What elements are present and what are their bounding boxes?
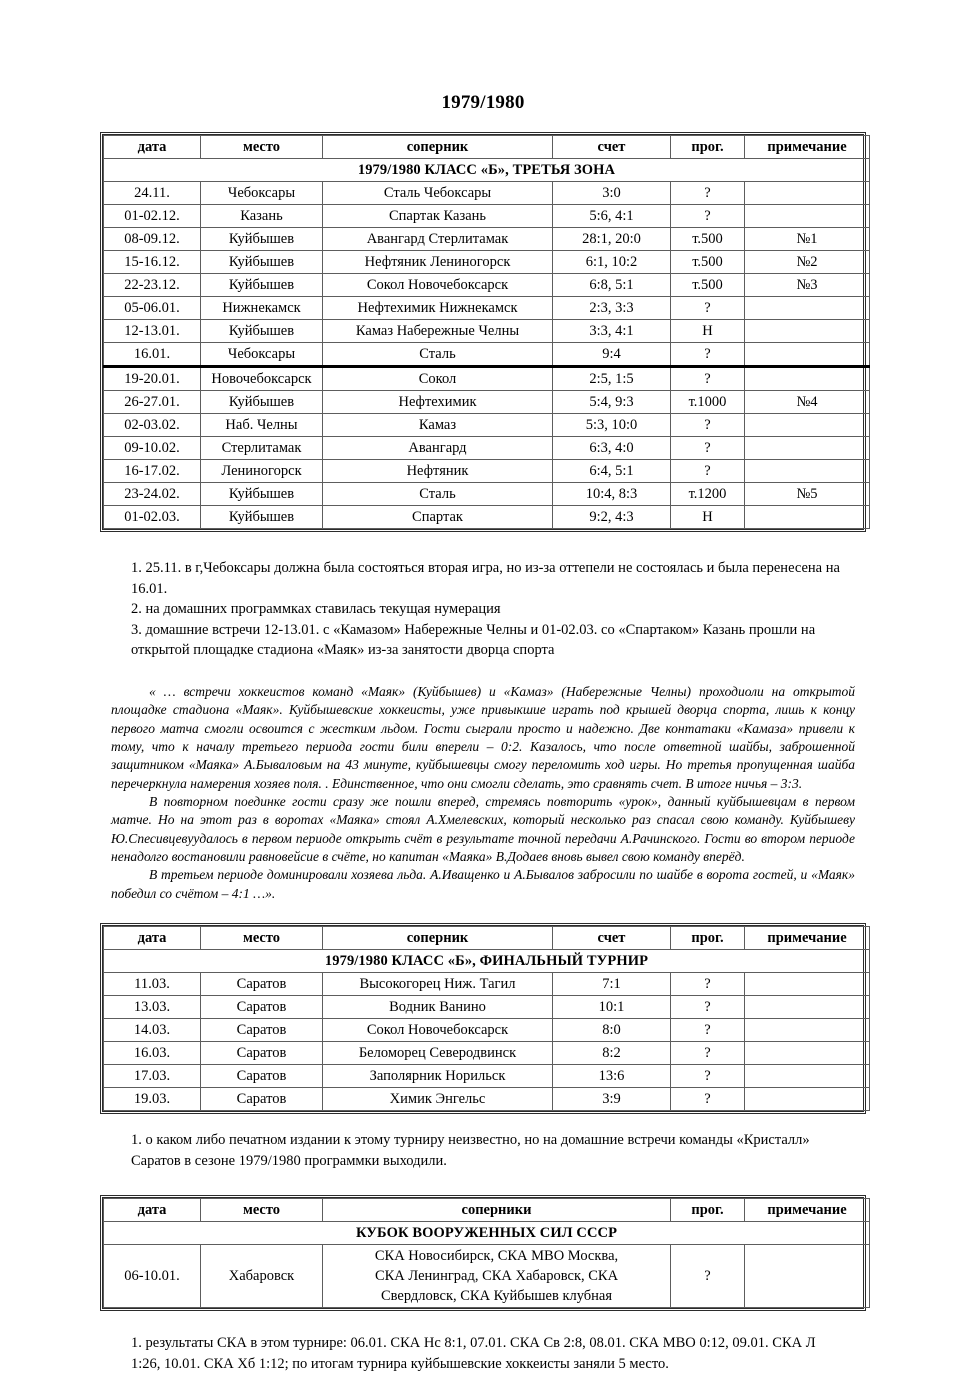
cell-place: Лениногорск (201, 460, 323, 483)
table-row (104, 483, 870, 506)
cell-opponent: Сталь (323, 343, 553, 367)
cell-program: Н (671, 320, 745, 343)
cell-date: 02-03.02. (104, 414, 201, 437)
note-line: 1. о каком либо печатном издании к этому турниру неизвестно, но на домашние встречи команды «Кристалл» Саратов в сезоне 1979/1980 программки выходили. (131, 1132, 810, 1169)
table-row (104, 506, 870, 529)
section-title: 1979/1980 КЛАСС «Б», ТРЕТЬЯ ЗОНА (104, 159, 870, 182)
cell-remark (745, 437, 870, 460)
column-header-remark: примечание (745, 136, 870, 159)
cell-score: 10:4, 8:3 (553, 483, 671, 506)
cell-opponent: Высокогорец Ниж. Тагил (323, 973, 553, 996)
cell-date: 19.03. (104, 1088, 201, 1111)
match-report-quote (111, 683, 855, 903)
table-row (104, 1088, 870, 1111)
cell-score: 13:6 (553, 1065, 671, 1088)
cell-score: 6:4, 5:1 (553, 460, 671, 483)
table-row (104, 460, 870, 483)
cell-remark (745, 1019, 870, 1042)
cell-remark (745, 973, 870, 996)
cell-remark: №3 (745, 274, 870, 297)
table-row (104, 182, 870, 205)
note-line: 3. домашние встречи 12-13.01. с «Камазом» Набережные Челны и 01-02.03. со «Спартаком» Казань прошли на открытой площадке стадиона «Маяк» из-за занятости дворца спорта (131, 621, 816, 659)
notes-block-third-table (121, 1333, 845, 1374)
cell-date: 01-02.12. (104, 205, 201, 228)
cell-score: 8:2 (553, 1042, 671, 1065)
cell-place: Саратов (201, 1042, 323, 1065)
cell-opponent: Сталь (323, 483, 553, 506)
cell-date: 14.03. (104, 1019, 201, 1042)
cell-score: 3:3, 4:1 (553, 320, 671, 343)
column-header-place: место (201, 136, 323, 159)
notes-block-second-table (121, 1130, 845, 1171)
cell-place: Наб. Челны (201, 414, 323, 437)
cell-program: ? (671, 343, 745, 367)
schedule-table-third-zone-wrapper (100, 132, 866, 532)
column-header-remark: примечание (745, 1199, 870, 1222)
cell-program: ? (671, 1088, 745, 1111)
column-header-program: прог. (671, 1199, 745, 1222)
table-row (104, 274, 870, 297)
table-row (104, 1065, 870, 1088)
cell-program: ? (671, 1245, 745, 1308)
table-header-row (104, 1199, 870, 1222)
cell-remark (745, 1065, 870, 1088)
table-section-title-row (104, 159, 870, 182)
cell-place: Саратов (201, 1019, 323, 1042)
cell-place: Саратов (201, 973, 323, 996)
cell-remark (745, 506, 870, 529)
cell-remark (745, 343, 870, 367)
cell-place: Новочебоксарск (201, 367, 323, 391)
cell-place: Саратов (201, 996, 323, 1019)
cell-score: 6:1, 10:2 (553, 251, 671, 274)
cell-program: ? (671, 1019, 745, 1042)
cell-program: Н (671, 506, 745, 529)
cell-date: 13.03. (104, 996, 201, 1019)
column-header-date: дата (104, 927, 201, 950)
cell-opponent: Спартак (323, 506, 553, 529)
cell-date: 12-13.01. (104, 320, 201, 343)
cell-opponent: Камаз (323, 414, 553, 437)
cell-remark (745, 1245, 870, 1308)
column-header-date: дата (104, 136, 201, 159)
page-title: 1979/1980 (441, 92, 525, 113)
cell-score: 5:3, 10:0 (553, 414, 671, 437)
opponents-line: СКА Новосибирск, СКА МВО Москва, (374, 1248, 619, 1265)
cell-date: 26-27.01. (104, 391, 201, 414)
cell-place: Стерлитамак (201, 437, 323, 460)
cell-date: 22-23.12. (104, 274, 201, 297)
cell-program: ? (671, 973, 745, 996)
cell-date: 16.01. (104, 343, 201, 367)
section-title: КУБОК ВООРУЖЕННЫХ СИЛ СССР (104, 1222, 870, 1245)
cell-score: 8:0 (553, 1019, 671, 1042)
opponents-line: Свердловск, СКА Куйбышев клубная (380, 1288, 613, 1305)
cell-place: Куйбышев (201, 251, 323, 274)
column-header-remark: примечание (745, 927, 870, 950)
cell-opponent: Заполярник Норильск (323, 1065, 553, 1088)
table-section-title-row (104, 1222, 870, 1245)
column-header-score: счет (553, 927, 671, 950)
cell-place: Чебоксары (201, 182, 323, 205)
cell-remark (745, 460, 870, 483)
cell-program: ? (671, 460, 745, 483)
cell-program: ? (671, 297, 745, 320)
cell-place: Казань (201, 205, 323, 228)
cell-opponent: Нефтехимик (323, 391, 553, 414)
table-row (104, 437, 870, 460)
cell-opponent: Беломорец Северодвинск (323, 1042, 553, 1065)
cell-program: ? (671, 996, 745, 1019)
cell-date: 23-24.02. (104, 483, 201, 506)
schedule-table-third-zone (103, 135, 870, 529)
column-header-date: дата (104, 1199, 201, 1222)
cell-place: Куйбышев (201, 320, 323, 343)
cell-score: 5:6, 4:1 (553, 205, 671, 228)
cell-score: 9:2, 4:3 (553, 506, 671, 529)
cell-place: Куйбышев (201, 228, 323, 251)
cell-date: 19-20.01. (104, 367, 201, 391)
table-row (104, 973, 870, 996)
cell-remark (745, 182, 870, 205)
cell-opponent: Авангард (323, 437, 553, 460)
cell-remark (745, 205, 870, 228)
cell-place: Саратов (201, 1088, 323, 1111)
cell-score: 28:1, 20:0 (553, 228, 671, 251)
cell-opponent: Нефтяник (323, 460, 553, 483)
cell-date: 09-10.02. (104, 437, 201, 460)
column-header-program: прог. (671, 927, 745, 950)
cell-program: ? (671, 182, 745, 205)
cell-program: ? (671, 437, 745, 460)
cell-place: Нижнекамск (201, 297, 323, 320)
cell-program: ? (671, 367, 745, 391)
cell-date: 15-16.12. (104, 251, 201, 274)
cell-opponent: Нефтяник Лениногорск (323, 251, 553, 274)
quote-paragraph: В третьем периоде доминировали хозяева льда. А.Иващенко и А.Бывалов забросили по шайбе в ворота гостей, и «Маяк» победил со счётом – 4:1 …». (111, 867, 855, 901)
cell-opponent: Сокол Новочебоксарск (323, 274, 553, 297)
cell-score: 3:0 (553, 182, 671, 205)
cell-opponent: Нефтехимик Нижнекамск (323, 297, 553, 320)
cell-score: 9:4 (553, 343, 671, 367)
cell-date: 01-02.03. (104, 506, 201, 529)
cell-date: 24.11. (104, 182, 201, 205)
table-row (104, 320, 870, 343)
cell-opponent: Водник Ванино (323, 996, 553, 1019)
cell-date: 06-10.01. (104, 1245, 201, 1308)
schedule-table-final-tournament (103, 926, 870, 1111)
cell-program: т.500 (671, 251, 745, 274)
opponents-line: СКА Ленинград, СКА Хабаровск, СКА (374, 1268, 619, 1285)
notes-block-first-table (121, 558, 845, 661)
cell-place: Саратов (201, 1065, 323, 1088)
cell-opponent: Сталь Чебоксары (323, 182, 553, 205)
cell-date: 05-06.01. (104, 297, 201, 320)
column-header-place: место (201, 1199, 323, 1222)
table-row (104, 391, 870, 414)
cell-date: 16-17.02. (104, 460, 201, 483)
cell-opponent: Сокол (323, 367, 553, 391)
cell-score: 6:3, 4:0 (553, 437, 671, 460)
table-row (104, 1042, 870, 1065)
cell-program: т.1000 (671, 391, 745, 414)
cell-program: т.500 (671, 274, 745, 297)
cell-remark (745, 1088, 870, 1111)
cell-place: Куйбышев (201, 391, 323, 414)
cell-remark (745, 320, 870, 343)
cell-date: 17.03. (104, 1065, 201, 1088)
table-row (104, 414, 870, 437)
table-header-row (104, 927, 870, 950)
table-section-title-row (104, 950, 870, 973)
cell-place: Чебоксары (201, 343, 323, 367)
cell-place: Куйбышев (201, 506, 323, 529)
cell-score: 2:3, 3:3 (553, 297, 671, 320)
cell-program: ? (671, 414, 745, 437)
cell-remark (745, 297, 870, 320)
column-header-program: прог. (671, 136, 745, 159)
cell-place: Куйбышев (201, 274, 323, 297)
cell-remark: №2 (745, 251, 870, 274)
cell-opponent: Авангард Стерлитамак (323, 228, 553, 251)
note-line: 2. на домашних программках ставилась текущая нумерация (131, 601, 501, 618)
cell-remark (745, 1042, 870, 1065)
table-row (104, 297, 870, 320)
cell-remark: №4 (745, 391, 870, 414)
cell-place: Куйбышев (201, 483, 323, 506)
cell-score: 10:1 (553, 996, 671, 1019)
quote-paragraph: « … встречи хоккеистов команд «Маяк» (Куйбышев) и «Камаз» (Набережные Челны) проходиоли на открытой площадке стадиона «Маяк». Куйбышевские хоккеисты, уже привыкшие играть под крышей дворца спорта, лишь к концу первого матча смогли освоится с жестким льдом. Гости сыграли просто и надежно. Две контатаки «Камаза» привели к тому, что к началу третьего периода гости били вперели – 0:2. Казалось, что после ответной шайбы, заброшенной защитником «Маяка» А.Бываловым на 43 минуте, куйбышевцы смогу переломить ход игры. Но третья пропущенная шайба перечеркнула намерения хозяев поля. . Единственное, что они смогли сделать, это сравнять счет. В итоге ничья – 3:3. (111, 683, 855, 791)
column-header-place: место (201, 927, 323, 950)
table-row (104, 996, 870, 1019)
column-header-opponent: соперник (323, 136, 553, 159)
table-row (104, 228, 870, 251)
table-row (104, 251, 870, 274)
cell-remark: №5 (745, 483, 870, 506)
cell-remark: №1 (745, 228, 870, 251)
cell-score: 3:9 (553, 1088, 671, 1111)
cell-opponents (323, 1245, 671, 1308)
cell-opponent: Сокол Новочебоксарск (323, 1019, 553, 1042)
schedule-table-final-tournament-wrapper (100, 923, 866, 1114)
cell-opponent: Спартак Казань (323, 205, 553, 228)
cell-program: ? (671, 1065, 745, 1088)
cell-program: т.1200 (671, 483, 745, 506)
cell-remark (745, 996, 870, 1019)
column-header-opponents: соперники (323, 1199, 671, 1222)
cell-opponent: Химик Энгельс (323, 1088, 553, 1111)
cell-opponent: Камаз Набережные Челны (323, 320, 553, 343)
section-title: 1979/1980 КЛАСС «Б», ФИНАЛЬНЫЙ ТУРНИР (104, 950, 870, 973)
table-row (104, 1019, 870, 1042)
cell-date: 08-09.12. (104, 228, 201, 251)
quote-paragraph: В повторном поединке гости сразу же пошли вперед, стремясь повторить «урок», данный куйбышевцам в первом матче. Но на этот раз в воротах «Маяка» стоял А.Хмелевских, который несколько раз спасал свою команду. Куйбышеву Ю.Спесивцевуудалось в первом периоде открыть счёт в результате точной передачи А.Рачинского. Гости во втором периоде ненадолго востановили равновейсие в счёте, но капитан «Маяка» В.Додаев вновь вывел свою команду вперёд. (111, 794, 855, 865)
column-header-score: счет (553, 136, 671, 159)
cell-score: 7:1 (553, 973, 671, 996)
schedule-table-armed-forces-cup-wrapper (100, 1195, 866, 1311)
cell-score: 2:5, 1:5 (553, 367, 671, 391)
cell-score: 6:8, 5:1 (553, 274, 671, 297)
cell-program: т.500 (671, 228, 745, 251)
cell-remark (745, 367, 870, 391)
cell-score: 5:4, 9:3 (553, 391, 671, 414)
cell-date: 16.03. (104, 1042, 201, 1065)
cell-date: 11.03. (104, 973, 201, 996)
cell-remark (745, 414, 870, 437)
table-row (104, 367, 870, 391)
cell-place: Хабаровск (201, 1245, 323, 1308)
table-header-row (104, 136, 870, 159)
schedule-table-armed-forces-cup (103, 1198, 870, 1308)
note-line: 1. 25.11. в г,Чебоксары должна была состояться вторая игра, но из-за оттепели не состоялась и была перенесена на 16.01. (131, 560, 840, 597)
cell-program: ? (671, 1042, 745, 1065)
note-line: 1. результаты СКА в этом турнире: 06.01. СКА Нс 8:1, 07.01. СКА Св 2:8, 08.01. СКА МВО 0:12, 09.01. СКА Л 1:26, 10.01. СКА Хб 1:12; по итогам турнира куйбышевские хоккеисты заняли 5 место. (131, 1335, 816, 1372)
table-row (104, 205, 870, 228)
column-header-opponent: соперник (323, 927, 553, 950)
cell-program: ? (671, 205, 745, 228)
table-row (104, 343, 870, 367)
table-row (104, 1245, 870, 1308)
